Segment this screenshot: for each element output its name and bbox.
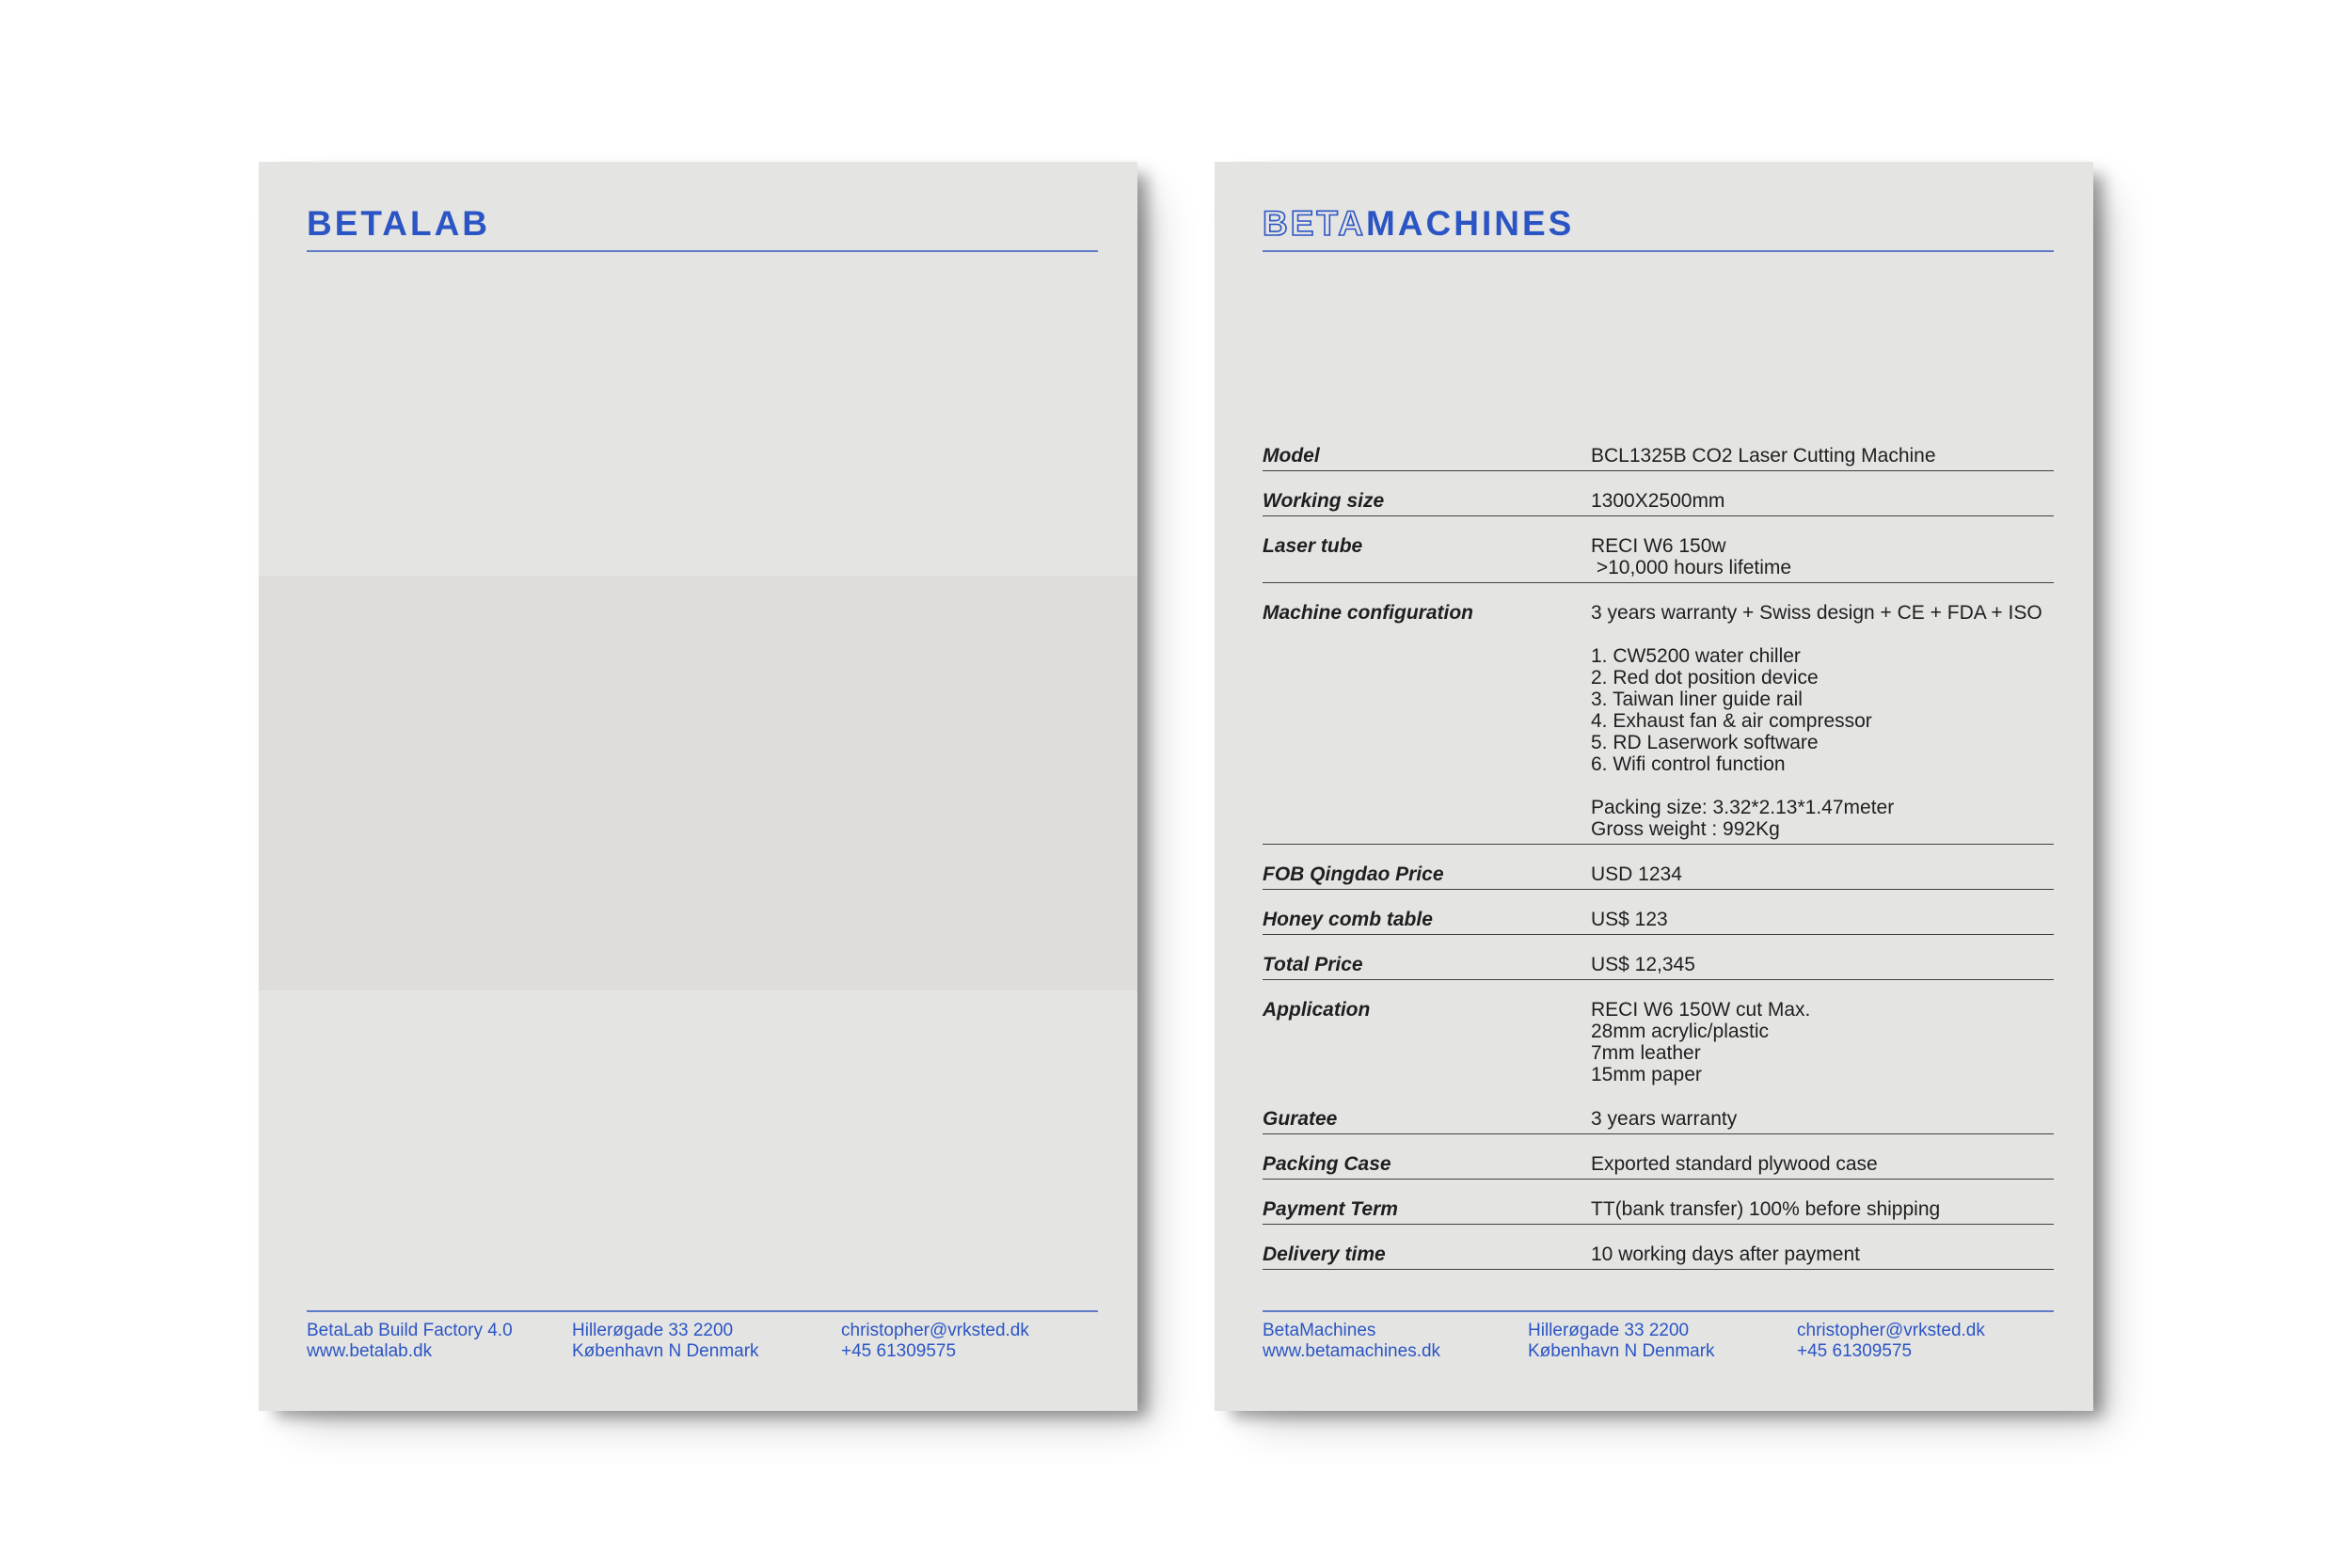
betamachines-header [1263,205,2054,252]
footer-phone: +45 61309575 [1797,1341,1913,1361]
spec-value-line: 3. Taiwan liner guide rail [1591,689,1803,710]
spec-value-line: 3 years warranty [1591,1108,1738,1130]
footer-rule [307,1310,1098,1312]
spec-row-laser-tube [1263,516,2054,583]
footer-col-address [572,1321,841,1362]
spec-label: Application [1263,999,1371,1021]
spec-row-machine-configuration [1263,583,2054,845]
spec-value-spacer [1591,775,2054,797]
footer-col-contact [1797,1321,2054,1362]
betalab-letterhead-page [259,162,1137,1411]
spec-row-model [1263,426,2054,471]
footer-col-address [1528,1321,1797,1362]
footer-street: Hillerøgade 33 2200 [1528,1321,1690,1340]
spec-row-guratee [1263,1089,2054,1134]
spec-label: Payment Term [1263,1198,1398,1220]
footer-company-name: BetaMachines [1263,1321,1376,1340]
spec-row-total-price [1263,935,2054,980]
footer-email: christopher@vrksted.dk [1797,1321,1985,1340]
spec-label: Laser tube [1263,535,1363,557]
spec-value-line: 3 years warranty + Swiss design + CE + FDA + ISO [1591,602,2042,624]
betamachines-logo-outline-part: BETA [1263,204,1366,243]
spec-value-line: 6. Wifi control function [1591,753,1786,775]
spec-value-line: RECI W6 150W cut Max. [1591,999,1811,1021]
betalab-logo: BETALAB [307,204,491,243]
spec-table [1263,426,2054,1270]
spec-value-line: Exported standard plywood case [1591,1153,1878,1175]
header-rule [307,250,1098,252]
footer-website: www.betalab.dk [307,1341,433,1361]
footer-company-name: BetaLab Build Factory 4.0 [307,1321,513,1340]
spec-value-line: Packing size: 3.32*2.13*1.47meter [1591,797,1895,818]
spec-row-packing-case [1263,1134,2054,1180]
betalab-footer [307,1310,1098,1362]
betamachines-footer [1263,1310,2054,1362]
spec-value-line: 28mm acrylic/plastic [1591,1021,1770,1042]
spec-value-line: 7mm leather [1591,1042,1701,1064]
spec-label: Total Price [1263,954,1363,975]
footer-columns [307,1321,1098,1362]
spec-label: Delivery time [1263,1243,1386,1265]
spec-value-line: 10 working days after payment [1591,1243,1860,1265]
spec-value-line: 1300X2500mm [1591,490,1725,512]
spec-label: Working size [1263,490,1385,512]
footer-rule [1263,1310,2054,1312]
betamachines-spec-page [1215,162,2093,1411]
spec-label: FOB Qingdao Price [1263,863,1444,885]
spec-row-application [1263,980,2054,1089]
footer-street: Hillerøgade 33 2200 [572,1321,734,1340]
spec-value-line: 4. Exhaust fan & air compressor [1591,710,1872,732]
spec-value-line: Gross weight : 992Kg [1591,818,1780,840]
spec-label: Machine configuration [1263,602,1474,624]
footer-columns [1263,1321,2054,1362]
spec-value-line: 15mm paper [1591,1064,1702,1085]
footer-col-company [307,1321,572,1362]
footer-phone: +45 61309575 [841,1341,957,1361]
spec-row-payment-term [1263,1180,2054,1225]
betalab-header [307,205,1098,252]
spec-value-line: >10,000 hours lifetime [1591,557,1792,578]
footer-city: København N Denmark [572,1341,759,1361]
spec-row-delivery-time [1263,1225,2054,1270]
spec-value-line: BCL1325B CO2 Laser Cutting Machine [1591,445,1936,467]
spec-label: Honey comb table [1263,909,1433,930]
spec-value-spacer [1591,624,2054,645]
spec-row-working-size [1263,471,2054,516]
spec-label: Guratee [1263,1108,1338,1130]
spec-value-line: RECI W6 150w [1591,535,1726,557]
betamachines-logo [1263,205,2054,243]
betamachines-logo-solid-part: MACHINES [1365,204,1575,243]
spec-label: Model [1263,445,1320,467]
spec-row-honey-comb-table [1263,890,2054,935]
spec-value-line: 2. Red dot position device [1591,667,1819,689]
footer-city: København N Denmark [1528,1341,1715,1361]
header-rule [1263,250,2054,252]
footer-col-contact [841,1321,1098,1362]
spec-value-line: 5. RD Laserwork software [1591,732,1819,753]
spec-label: Packing Case [1263,1153,1391,1175]
footer-col-company [1263,1321,1528,1362]
footer-website: www.betamachines.dk [1263,1341,1441,1361]
spec-value-line: 1. CW5200 water chiller [1591,645,1801,667]
spec-value-line: US$ 123 [1591,909,1668,930]
spec-value-line: US$ 12,345 [1591,954,1695,975]
scan-tone-band [259,576,1137,990]
spec-value-line: TT(bank transfer) 100% before shipping [1591,1198,1941,1220]
spec-value-line: USD 1234 [1591,863,1682,885]
spec-row-fob-price [1263,845,2054,890]
footer-email: christopher@vrksted.dk [841,1321,1029,1340]
